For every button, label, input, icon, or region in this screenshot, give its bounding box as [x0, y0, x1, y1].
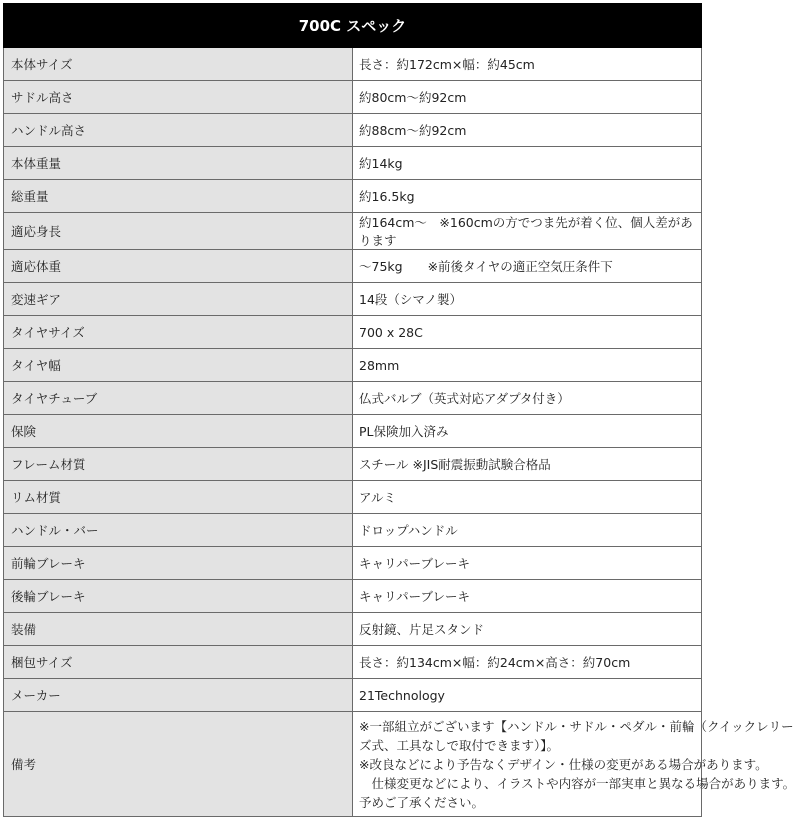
spec-row — [4, 114, 702, 147]
spec-value: 約16.5kg — [353, 180, 702, 213]
spec-row — [4, 283, 702, 316]
spec-row — [4, 646, 702, 679]
spec-value: キャリパーブレーキ — [353, 580, 702, 613]
note-line: 予めご了承ください。 — [359, 794, 485, 810]
spec-row — [4, 679, 702, 712]
spec-label: サドル高さ — [4, 81, 353, 114]
spec-row — [4, 349, 702, 382]
spec-row — [4, 481, 702, 514]
spec-row — [4, 213, 702, 250]
spec-row — [4, 514, 702, 547]
spec-label: フレーム材質 — [4, 448, 353, 481]
spec-label: メーカー — [4, 679, 353, 712]
spec-label: 適応身長 — [4, 213, 353, 250]
spec-row — [4, 250, 702, 283]
spec-label: 本体重量 — [4, 147, 353, 180]
spec-value: 反射鏡、片足スタンド — [353, 613, 702, 646]
spec-value: ドロップハンドル — [353, 514, 702, 547]
spec-value: スチール ※JIS耐震振動試験合格品 — [353, 448, 702, 481]
spec-row — [4, 613, 702, 646]
notes-row — [4, 712, 702, 817]
spec-row — [4, 547, 702, 580]
note-line: ※改良などにより予告なくデザイン・仕様の変更がある場合があります。 — [359, 756, 768, 772]
note-line: ※一部組立がございます【ハンドル・サドル・ペダル・前輪（クイックレリー — [359, 718, 794, 734]
spec-label: 総重量 — [4, 180, 353, 213]
spec-row — [4, 415, 702, 448]
spec-label: 本体サイズ — [4, 48, 353, 81]
spec-value: 長さ：約134cm×幅：約24cm×高さ：約70cm — [353, 646, 702, 679]
spec-row — [4, 448, 702, 481]
spec-value: 14段（シマノ製） — [353, 283, 702, 316]
spec-label: 後輪ブレーキ — [4, 580, 353, 613]
spec-label: 保険 — [4, 415, 353, 448]
spec-value: PL保険加入済み — [353, 415, 702, 448]
spec-label: タイヤサイズ — [4, 316, 353, 349]
spec-row — [4, 316, 702, 349]
spec-value: 700 x 28C — [353, 316, 702, 349]
spec-value: 仏式バルブ（英式対応アダプタ付き） — [353, 382, 702, 415]
spec-value: アルミ — [353, 481, 702, 514]
notes-value — [353, 712, 795, 817]
spec-row — [4, 180, 702, 213]
spec-value: キャリパーブレーキ — [353, 547, 702, 580]
spec-value: 約14kg — [353, 147, 702, 180]
spec-row — [4, 147, 702, 180]
spec-label: 前輪ブレーキ — [4, 547, 353, 580]
spec-label: ハンドル高さ — [4, 114, 353, 147]
spec-value: 約88cm〜約92cm — [353, 114, 702, 147]
spec-row — [4, 382, 702, 415]
spec-label: リム材質 — [4, 481, 353, 514]
spec-row — [4, 81, 702, 114]
notes-label: 備考 — [4, 712, 353, 817]
spec-row — [4, 580, 702, 613]
spec-table-title: 700C スペック — [4, 4, 702, 48]
spec-label: ハンドル・バー — [4, 514, 353, 547]
spec-value: 21Technology — [353, 679, 702, 712]
spec-label: 梱包サイズ — [4, 646, 353, 679]
note-line: 仕様変更などにより、イラストや内容が一部実車と異なる場合があります。 — [359, 775, 795, 791]
spec-label: タイヤ幅 — [4, 349, 353, 382]
spec-value: 28mm — [353, 349, 702, 382]
spec-value: 約164cm〜 ※160cmの方でつま先が着く位、個人差があります — [353, 213, 702, 250]
spec-label: 装備 — [4, 613, 353, 646]
spec-label: 適応体重 — [4, 250, 353, 283]
spec-table-container — [3, 3, 795, 817]
note-line: ズ式、工具なしで取付できます）】。 — [359, 737, 560, 753]
spec-value: 長さ：約172cm×幅：約45cm — [353, 48, 702, 81]
spec-value: 〜75kg ※前後タイヤの適正空気圧条件下 — [353, 250, 702, 283]
spec-value: 約80cm〜約92cm — [353, 81, 702, 114]
spec-label: タイヤチューブ — [4, 382, 353, 415]
spec-table — [3, 3, 795, 817]
spec-row — [4, 48, 702, 81]
spec-label: 変速ギア — [4, 283, 353, 316]
